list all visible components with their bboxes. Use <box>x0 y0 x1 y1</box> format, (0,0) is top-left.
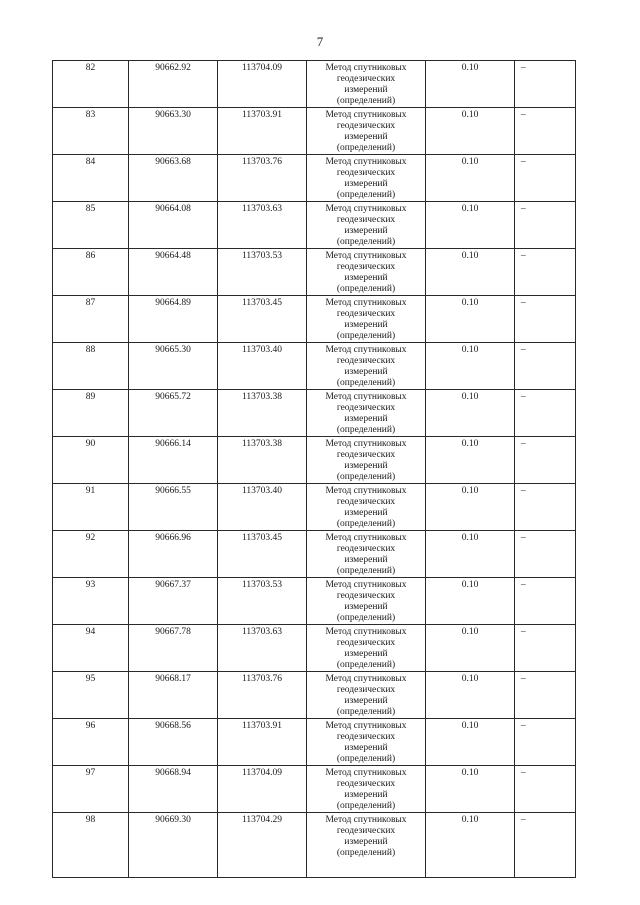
cell-y-coordinate <box>218 343 307 390</box>
cell-method <box>307 531 426 578</box>
cell-point-number-text: 84 <box>85 157 96 167</box>
cell-description-text: – <box>521 580 526 590</box>
cell-accuracy <box>426 625 515 672</box>
cell-accuracy-text: 0.10 <box>461 768 479 778</box>
cell-accuracy-text: 0.10 <box>461 439 479 449</box>
cell-description <box>515 719 576 766</box>
cell-description <box>515 766 576 813</box>
cell-accuracy <box>426 484 515 531</box>
cell-point-number <box>53 155 129 202</box>
cell-description-text: – <box>521 815 526 825</box>
cell-x-coordinate-text: 90664.48 <box>155 251 191 261</box>
page-number: 7 <box>316 34 324 49</box>
cell-y-coordinate-text: 113703.91 <box>241 721 283 731</box>
cell-x-coordinate <box>129 155 218 202</box>
cell-accuracy-text: 0.10 <box>461 627 479 637</box>
cell-y-coordinate <box>218 578 307 625</box>
cell-x-coordinate-text: 90669.30 <box>155 815 191 825</box>
cell-accuracy <box>426 108 515 155</box>
cell-description <box>515 672 576 719</box>
cell-method-text: Метод спутниковых геодезических измерений (определений) <box>325 392 407 435</box>
cell-point-number-text: 87 <box>85 298 96 308</box>
cell-x-coordinate <box>129 719 218 766</box>
cell-point-number-text: 88 <box>85 345 96 355</box>
cell-y-coordinate <box>218 813 307 878</box>
cell-x-coordinate-text: 90667.37 <box>155 580 191 590</box>
cell-accuracy-text: 0.10 <box>461 298 479 308</box>
cell-point-number <box>53 390 129 437</box>
cell-method-text: Метод спутниковых геодезических измерений (определений) <box>325 157 407 200</box>
cell-description-text: – <box>521 298 526 308</box>
cell-y-coordinate-text: 113703.63 <box>241 627 283 637</box>
cell-y-coordinate <box>218 625 307 672</box>
cell-point-number <box>53 719 129 766</box>
cell-description <box>515 343 576 390</box>
cell-x-coordinate-text: 90665.72 <box>155 392 191 402</box>
cell-description <box>515 296 576 343</box>
cell-x-coordinate-text: 90664.08 <box>155 204 191 214</box>
cell-y-coordinate-text: 113703.53 <box>241 580 283 590</box>
cell-accuracy-text: 0.10 <box>461 157 479 167</box>
cell-point-number <box>53 108 129 155</box>
cell-description-text: – <box>521 439 526 449</box>
cell-method-text: Метод спутниковых геодезических измерений (определений) <box>325 721 407 764</box>
cell-point-number-text: 82 <box>85 63 96 73</box>
cell-y-coordinate-text: 113703.38 <box>241 392 283 402</box>
cell-description <box>515 531 576 578</box>
cell-description <box>515 390 576 437</box>
cell-method-text: Метод спутниковых геодезических измерений (определений) <box>325 110 407 153</box>
cell-description-text: – <box>521 63 526 73</box>
cell-point-number <box>53 672 129 719</box>
cell-x-coordinate <box>129 108 218 155</box>
cell-point-number-text: 98 <box>85 815 96 825</box>
cell-method <box>307 484 426 531</box>
cell-description-text: – <box>521 627 526 637</box>
cell-description <box>515 249 576 296</box>
cell-point-number <box>53 202 129 249</box>
cell-accuracy-text: 0.10 <box>461 721 479 731</box>
cell-description <box>515 484 576 531</box>
cell-y-coordinate <box>218 484 307 531</box>
cell-description-text: – <box>521 486 526 496</box>
cell-method <box>307 813 426 878</box>
cell-x-coordinate <box>129 531 218 578</box>
cell-accuracy <box>426 766 515 813</box>
cell-x-coordinate <box>129 296 218 343</box>
cell-x-coordinate-text: 90668.17 <box>155 674 191 684</box>
cell-accuracy-text: 0.10 <box>461 533 479 543</box>
cell-point-number <box>53 343 129 390</box>
cell-accuracy-text: 0.10 <box>461 204 479 214</box>
cell-point-number-text: 85 <box>85 204 96 214</box>
table-row <box>53 578 576 625</box>
table-row <box>53 343 576 390</box>
table-row <box>53 249 576 296</box>
cell-y-coordinate-text: 113703.76 <box>241 674 283 684</box>
cell-description-text: – <box>521 768 526 778</box>
cell-method <box>307 625 426 672</box>
cell-method-text: Метод спутниковых геодезических измерений (определений) <box>325 486 407 529</box>
cell-method <box>307 390 426 437</box>
cell-description <box>515 108 576 155</box>
cell-x-coordinate-text: 90668.94 <box>155 768 191 778</box>
cell-point-number-text: 92 <box>85 533 96 543</box>
cell-accuracy <box>426 249 515 296</box>
cell-y-coordinate-text: 113704.09 <box>241 768 283 778</box>
cell-y-coordinate-text: 113703.40 <box>241 345 283 355</box>
cell-x-coordinate <box>129 202 218 249</box>
table-row <box>53 531 576 578</box>
cell-method-text: Метод спутниковых геодезических измерений (определений) <box>325 63 407 106</box>
cell-point-number <box>53 437 129 484</box>
cell-method-text: Метод спутниковых геодезических измерений (определений) <box>325 298 407 341</box>
cell-description <box>515 202 576 249</box>
cell-point-number-text: 93 <box>85 580 96 590</box>
cell-x-coordinate-text: 90665.30 <box>155 345 191 355</box>
table-row <box>53 108 576 155</box>
cell-y-coordinate <box>218 155 307 202</box>
cell-method <box>307 578 426 625</box>
cell-method <box>307 249 426 296</box>
cell-method <box>307 719 426 766</box>
cell-method <box>307 202 426 249</box>
table-row <box>53 202 576 249</box>
cell-x-coordinate-text: 90663.30 <box>155 110 191 120</box>
cell-point-number <box>53 625 129 672</box>
cell-point-number-text: 89 <box>85 392 96 402</box>
cell-y-coordinate-text: 113703.63 <box>241 204 283 214</box>
table-row <box>53 484 576 531</box>
table-body <box>53 61 576 878</box>
cell-method-text: Метод спутниковых геодезических измерений (определений) <box>325 251 407 294</box>
cell-y-coordinate <box>218 672 307 719</box>
cell-y-coordinate-text: 113703.45 <box>241 533 283 543</box>
cell-point-number <box>53 766 129 813</box>
cell-y-coordinate-text: 113703.53 <box>241 251 283 261</box>
cell-description <box>515 437 576 484</box>
cell-x-coordinate <box>129 61 218 108</box>
cell-accuracy <box>426 155 515 202</box>
coordinates-table <box>52 60 576 878</box>
cell-point-number-text: 83 <box>85 110 96 120</box>
cell-accuracy <box>426 390 515 437</box>
cell-y-coordinate <box>218 296 307 343</box>
table-row <box>53 155 576 202</box>
cell-x-coordinate-text: 90667.78 <box>155 627 191 637</box>
cell-x-coordinate-text: 90662.92 <box>155 63 191 73</box>
cell-accuracy-text: 0.10 <box>461 392 479 402</box>
cell-accuracy <box>426 719 515 766</box>
cell-description <box>515 813 576 878</box>
cell-point-number <box>53 531 129 578</box>
cell-x-coordinate <box>129 578 218 625</box>
cell-method-text: Метод спутниковых геодезических измерений (определений) <box>325 345 407 388</box>
cell-accuracy <box>426 813 515 878</box>
cell-accuracy-text: 0.10 <box>461 674 479 684</box>
cell-y-coordinate-text: 113703.45 <box>241 298 283 308</box>
cell-description <box>515 578 576 625</box>
cell-y-coordinate-text: 113703.91 <box>241 110 283 120</box>
table-row <box>53 719 576 766</box>
cell-accuracy-text: 0.10 <box>461 345 479 355</box>
cell-y-coordinate <box>218 531 307 578</box>
cell-method-text: Метод спутниковых геодезических измерений (определений) <box>325 204 407 247</box>
cell-x-coordinate <box>129 484 218 531</box>
cell-point-number-text: 95 <box>85 674 96 684</box>
cell-point-number <box>53 296 129 343</box>
cell-y-coordinate <box>218 202 307 249</box>
cell-y-coordinate-text: 113703.76 <box>241 157 283 167</box>
cell-description-text: – <box>521 251 526 261</box>
cell-point-number <box>53 578 129 625</box>
cell-y-coordinate <box>218 766 307 813</box>
cell-x-coordinate <box>129 343 218 390</box>
table-row <box>53 390 576 437</box>
cell-accuracy-text: 0.10 <box>461 486 479 496</box>
table-row <box>53 672 576 719</box>
cell-method-text: Метод спутниковых геодезических измерений (определений) <box>325 439 407 482</box>
cell-x-coordinate-text: 90666.96 <box>155 533 191 543</box>
cell-accuracy <box>426 578 515 625</box>
cell-method-text: Метод спутниковых геодезических измерений (определений) <box>325 768 407 811</box>
cell-x-coordinate-text: 90668.56 <box>155 721 191 731</box>
cell-accuracy <box>426 202 515 249</box>
cell-x-coordinate-text: 90666.14 <box>155 439 191 449</box>
cell-method <box>307 766 426 813</box>
cell-y-coordinate <box>218 437 307 484</box>
cell-y-coordinate <box>218 719 307 766</box>
cell-method-text: Метод спутниковых геодезических измерений (определений) <box>325 815 407 858</box>
cell-method <box>307 343 426 390</box>
cell-y-coordinate-text: 113704.29 <box>241 815 283 825</box>
cell-method <box>307 296 426 343</box>
cell-x-coordinate <box>129 390 218 437</box>
cell-point-number-text: 86 <box>85 251 96 261</box>
cell-y-coordinate <box>218 249 307 296</box>
table-row <box>53 766 576 813</box>
cell-method-text: Метод спутниковых геодезических измерений (определений) <box>325 580 407 623</box>
cell-description-text: – <box>521 721 526 731</box>
cell-accuracy-text: 0.10 <box>461 110 479 120</box>
cell-description <box>515 61 576 108</box>
cell-y-coordinate <box>218 108 307 155</box>
cell-accuracy <box>426 296 515 343</box>
cell-accuracy <box>426 343 515 390</box>
cell-accuracy <box>426 531 515 578</box>
cell-x-coordinate <box>129 437 218 484</box>
table-row <box>53 61 576 108</box>
cell-point-number <box>53 813 129 878</box>
cell-method-text: Метод спутниковых геодезических измерений (определений) <box>325 627 407 670</box>
cell-point-number-text: 91 <box>85 486 96 496</box>
cell-x-coordinate <box>129 766 218 813</box>
cell-accuracy <box>426 437 515 484</box>
cell-point-number-text: 96 <box>85 721 96 731</box>
cell-y-coordinate <box>218 390 307 437</box>
cell-y-coordinate <box>218 61 307 108</box>
table-row <box>53 625 576 672</box>
cell-description <box>515 625 576 672</box>
cell-accuracy-text: 0.10 <box>461 251 479 261</box>
cell-x-coordinate-text: 90666.55 <box>155 486 191 496</box>
cell-description-text: – <box>521 204 526 214</box>
cell-method-text: Метод спутниковых геодезических измерений (определений) <box>325 533 407 576</box>
cell-description-text: – <box>521 157 526 167</box>
cell-point-number-text: 94 <box>85 627 96 637</box>
cell-x-coordinate-text: 90664.89 <box>155 298 191 308</box>
cell-method <box>307 155 426 202</box>
cell-description-text: – <box>521 392 526 402</box>
cell-method <box>307 672 426 719</box>
cell-point-number-text: 90 <box>85 439 96 449</box>
cell-description-text: – <box>521 533 526 543</box>
cell-description-text: – <box>521 110 526 120</box>
cell-x-coordinate <box>129 672 218 719</box>
cell-accuracy-text: 0.10 <box>461 63 479 73</box>
table-row <box>53 437 576 484</box>
cell-method <box>307 108 426 155</box>
cell-y-coordinate-text: 113703.40 <box>241 486 283 496</box>
table-row <box>53 813 576 878</box>
cell-method <box>307 437 426 484</box>
cell-method-text: Метод спутниковых геодезических измерений (определений) <box>325 674 407 717</box>
cell-method <box>307 61 426 108</box>
cell-x-coordinate <box>129 249 218 296</box>
cell-description <box>515 155 576 202</box>
cell-description-text: – <box>521 345 526 355</box>
cell-point-number <box>53 61 129 108</box>
cell-accuracy <box>426 61 515 108</box>
cell-x-coordinate <box>129 625 218 672</box>
cell-accuracy-text: 0.10 <box>461 580 479 590</box>
cell-x-coordinate-text: 90663.68 <box>155 157 191 167</box>
cell-description-text: – <box>521 674 526 684</box>
cell-accuracy <box>426 672 515 719</box>
cell-y-coordinate-text: 113703.38 <box>241 439 283 449</box>
cell-point-number <box>53 484 129 531</box>
table-row <box>53 296 576 343</box>
cell-y-coordinate-text: 113704.09 <box>241 63 283 73</box>
cell-point-number <box>53 249 129 296</box>
cell-accuracy-text: 0.10 <box>461 815 479 825</box>
cell-x-coordinate <box>129 813 218 878</box>
cell-point-number-text: 97 <box>85 768 96 778</box>
